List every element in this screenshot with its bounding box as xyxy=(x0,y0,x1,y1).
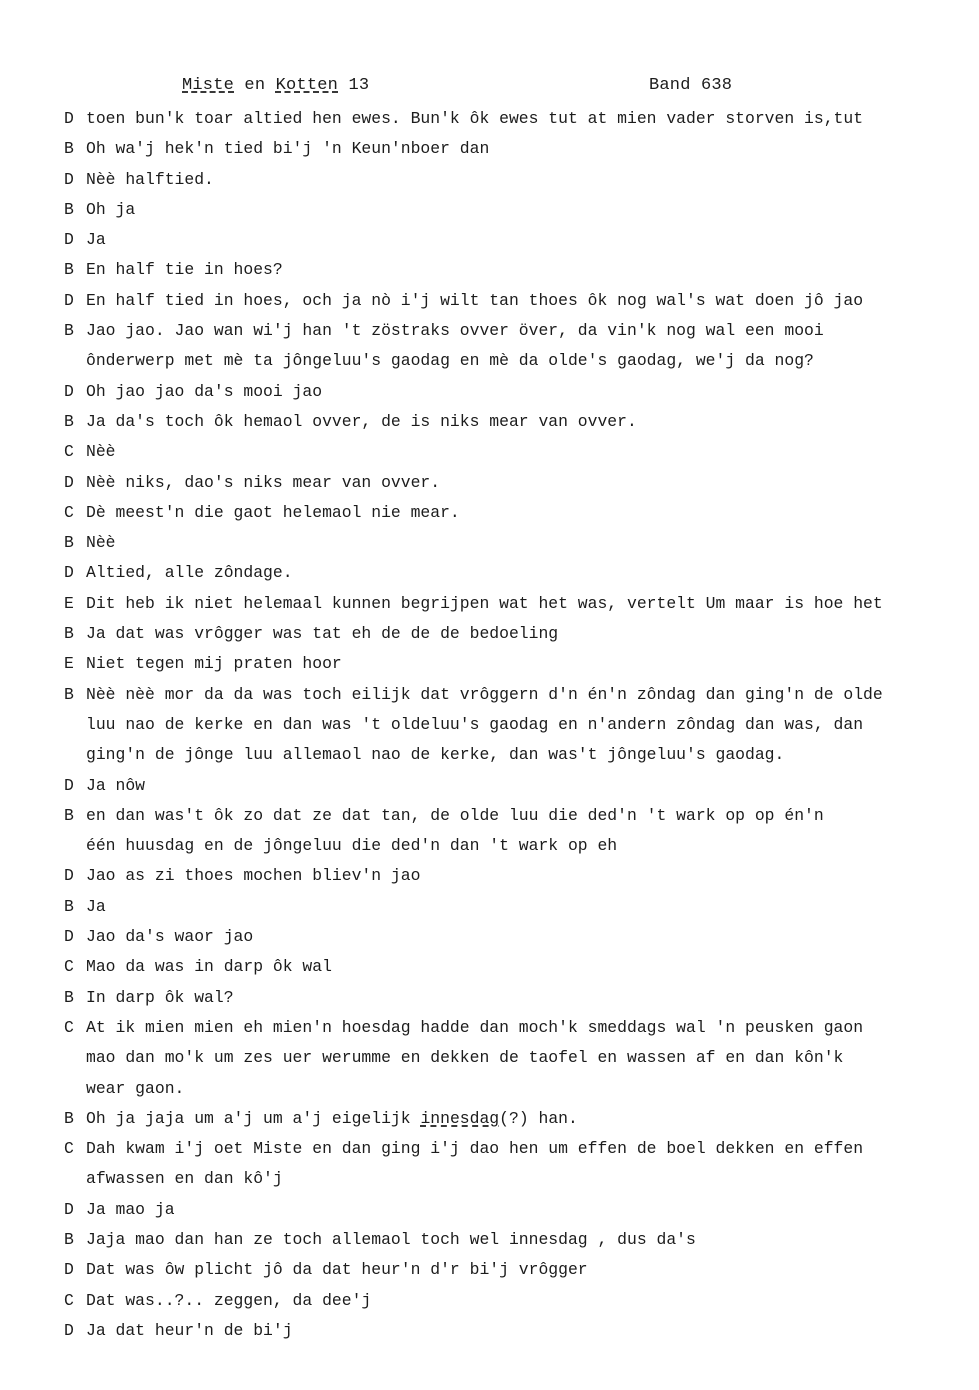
transcript-line xyxy=(64,801,964,862)
utterance-line: wear gaon. xyxy=(86,1078,185,1098)
speaker-label: D xyxy=(64,866,74,886)
utterance-line: Niet tegen mij praten hoor xyxy=(86,654,342,674)
utterance xyxy=(86,952,964,982)
utterance-line: luu nao de kerke en dan was 't oldeluu's gaodag en n'andern zôndag dan was, dan xyxy=(86,714,864,734)
utterance xyxy=(86,255,964,285)
speaker-label: C xyxy=(64,502,74,522)
transcript-line xyxy=(64,649,964,679)
utterance-line: Nèè nèè mor da da was toch eilijk dat vrôggern d'n én'n zôndag dan ging'n de olde xyxy=(86,684,883,704)
speaker-label: B xyxy=(64,624,74,644)
transcript-line xyxy=(64,983,964,1013)
utterance xyxy=(86,407,964,437)
utterance xyxy=(86,195,964,225)
utterance xyxy=(86,528,964,558)
utterance-line: Jao as zi thoes mochen bliev'n jao xyxy=(86,866,421,886)
utterance-line: Mao da was in darp ôk wal xyxy=(86,957,332,977)
page-title xyxy=(182,76,369,95)
speaker-label: D xyxy=(64,775,74,795)
utterance xyxy=(86,286,964,316)
utterance-line: Oh wa'j hek'n tied bi'j 'n Keun'nboer dan xyxy=(86,139,490,159)
transcript-line xyxy=(64,861,964,891)
speaker-label: B xyxy=(64,260,74,280)
utterance xyxy=(86,1013,964,1104)
speaker-label: D xyxy=(64,927,74,947)
utterance-line: Dit heb ik niet helemaal kunnen begrijpen wat het was, vertelt Um maar is hoe het xyxy=(86,593,883,613)
speaker-label: E xyxy=(64,654,74,674)
utterance-line: één huusdag en de jôngeluu die ded'n dan 't wark op eh xyxy=(86,836,618,856)
utterance-line: en dan was't ôk zo dat ze dat tan, de olde luu die ded'n 't wark op op én'n xyxy=(86,805,824,825)
speaker-label: D xyxy=(64,1260,74,1280)
transcript-line xyxy=(64,104,964,134)
utterance-line: Nèè niks, dao's niks mear van ovver. xyxy=(86,472,441,492)
utterance-line: toen bun'k toar altied hen ewes. Bun'k ôk ewes tut at mien vader storven is,tut xyxy=(86,109,864,128)
speaker-label: C xyxy=(64,1290,74,1310)
speaker-label: B xyxy=(64,533,74,553)
utterance xyxy=(86,468,964,498)
speaker-label: D xyxy=(64,1320,74,1340)
utterance-line: afwassen en dan kô'j xyxy=(86,1169,283,1189)
transcript-line xyxy=(64,134,964,164)
transcript-line xyxy=(64,225,964,255)
speaker-label: C xyxy=(64,1139,74,1159)
utterance-line: Nèè xyxy=(86,442,116,462)
transcript-line xyxy=(64,377,964,407)
utterance-line: Ja da's toch ôk hemaol ovver, de is niks mear van ovver. xyxy=(86,411,637,431)
utterance-line: Dat was ôw plicht jô da dat heur'n d'r bi'j vrôgger xyxy=(86,1260,588,1280)
transcript-body xyxy=(64,104,964,1346)
utterance-line: Dat was..?.. zeggen, da dee'j xyxy=(86,1290,372,1310)
utterance-line: Nèè halftied. xyxy=(86,169,214,189)
utterance-line: In darp ôk wal? xyxy=(86,987,234,1007)
utterance-line: mao dan mo'k um zes uer werumme en dekken de taofel en wassen af en dan kôn'k xyxy=(86,1048,844,1068)
page-header xyxy=(182,76,782,100)
underlined-word: innesdag xyxy=(420,1108,500,1128)
utterance-line: Nèè xyxy=(86,533,116,553)
utterance xyxy=(86,558,964,588)
utterance xyxy=(86,104,964,134)
utterance-line: Jaja mao dan han ze toch allemaol toch wel innesdag , dus da's xyxy=(86,1229,696,1249)
utterance-line: Ja nôw xyxy=(86,775,146,795)
transcript-line xyxy=(64,589,964,619)
speaker-label: B xyxy=(64,1229,74,1249)
speaker-label: B xyxy=(64,139,74,159)
utterance xyxy=(86,1134,964,1195)
speaker-label: B xyxy=(64,987,74,1007)
utterance xyxy=(86,498,964,528)
speaker-label: D xyxy=(64,563,74,583)
utterance xyxy=(86,1286,964,1316)
transcript-line xyxy=(64,1255,964,1285)
transcript-line xyxy=(64,528,964,558)
utterance-line: Dah kwam i'j oet Miste en dan ging i'j dao hen um effen de boel dekken en effen xyxy=(86,1139,864,1159)
transcript-line xyxy=(64,407,964,437)
transcript-line xyxy=(64,498,964,528)
utterance xyxy=(86,892,964,922)
speaker-label: B xyxy=(64,896,74,916)
title-part-3: Kotten xyxy=(275,76,339,95)
utterance-line: Dè meest'n die gaot helemaol nie mear. xyxy=(86,502,460,522)
transcript-line xyxy=(64,1134,964,1195)
transcript-line xyxy=(64,771,964,801)
transcript-line xyxy=(64,1225,964,1255)
utterance xyxy=(86,1104,964,1134)
utterance xyxy=(86,1255,964,1285)
speaker-label: D xyxy=(64,381,74,401)
utterance xyxy=(86,316,964,377)
speaker-label: C xyxy=(64,1017,74,1037)
transcript-line xyxy=(64,437,964,467)
transcript-line xyxy=(64,165,964,195)
utterance-line: En half tied in hoes, och ja nò i'j wilt tan thoes ôk nog wal's wat doen jô jao xyxy=(86,290,864,310)
speaker-label: B xyxy=(64,321,74,341)
utterance xyxy=(86,619,964,649)
utterance xyxy=(86,589,964,619)
utterance-line: Ja xyxy=(86,896,106,916)
utterance-line: Ja xyxy=(86,230,106,250)
utterance-line: En half tie in hoes? xyxy=(86,260,283,280)
utterance xyxy=(86,1316,964,1346)
speaker-label: E xyxy=(64,593,74,613)
band-number: Band 638 xyxy=(649,76,733,95)
speaker-label: C xyxy=(64,442,74,462)
transcript-line xyxy=(64,1195,964,1225)
utterance-line: Oh ja xyxy=(86,199,136,219)
speaker-label: D xyxy=(64,109,74,128)
speaker-label: B xyxy=(64,684,74,704)
transcript-line xyxy=(64,558,964,588)
utterance-line: Ja mao ja xyxy=(86,1199,175,1219)
utterance-line: Oh ja jaja um a'j um a'j eigelijk innesdag(?) han. xyxy=(86,1108,578,1128)
speaker-label: B xyxy=(64,199,74,219)
utterance-line: Altied, alle zôndage. xyxy=(86,563,293,583)
transcript-line xyxy=(64,1013,964,1104)
utterance-line: ging'n de jônge luu allemaol nao de kerke, dan was't jôngeluu's gaodag. xyxy=(86,745,785,765)
utterance xyxy=(86,165,964,195)
utterance xyxy=(86,861,964,891)
utterance xyxy=(86,922,964,952)
utterance xyxy=(86,437,964,467)
utterance xyxy=(86,680,964,771)
utterance xyxy=(86,225,964,255)
utterance xyxy=(86,649,964,679)
speaker-label: D xyxy=(64,169,74,189)
transcript-line xyxy=(64,922,964,952)
utterance xyxy=(86,1225,964,1255)
transcript-line xyxy=(64,892,964,922)
transcript-line xyxy=(64,952,964,982)
transcript-line xyxy=(64,1286,964,1316)
utterance-line: Oh jao jao da's mooi jao xyxy=(86,381,323,401)
utterance xyxy=(86,1195,964,1225)
transcript-line xyxy=(64,619,964,649)
transcript-line xyxy=(64,255,964,285)
transcript-line xyxy=(64,468,964,498)
speaker-label: D xyxy=(64,230,74,250)
speaker-label: B xyxy=(64,1108,74,1128)
title-part-1: Miste xyxy=(182,76,235,95)
utterance xyxy=(86,771,964,801)
speaker-label: D xyxy=(64,290,74,310)
title-part-2: en xyxy=(234,76,276,95)
transcript-line xyxy=(64,1316,964,1346)
utterance-line: Jao jao. Jao wan wi'j han 't zöstraks ovver över, da vin'k nog wal een mooi xyxy=(86,321,824,341)
utterance-line: Ja dat heur'n de bi'j xyxy=(86,1320,293,1340)
transcript-line xyxy=(64,680,964,771)
utterance xyxy=(86,983,964,1013)
utterance xyxy=(86,134,964,164)
utterance-line: ônderwerp met mè ta jôngeluu's gaodag en mè da olde's gaodag, we'j da nog? xyxy=(86,351,814,371)
transcript-line xyxy=(64,1104,964,1134)
title-part-4: 13 xyxy=(338,76,370,95)
transcript-line xyxy=(64,316,964,377)
speaker-label: B xyxy=(64,805,74,825)
utterance-line: At ik mien mien eh mien'n hoesdag hadde dan moch'k smeddags wal 'n peusken gaon xyxy=(86,1017,864,1037)
speaker-label: D xyxy=(64,472,74,492)
utterance xyxy=(86,377,964,407)
utterance xyxy=(86,801,964,862)
transcript-line xyxy=(64,195,964,225)
speaker-label: C xyxy=(64,957,74,977)
transcript-line xyxy=(64,286,964,316)
speaker-label: B xyxy=(64,411,74,431)
utterance-line: Ja dat was vrôgger was tat eh de de de bedoeling xyxy=(86,624,559,644)
utterance-line: Jao da's waor jao xyxy=(86,927,254,947)
speaker-label: D xyxy=(64,1199,74,1219)
